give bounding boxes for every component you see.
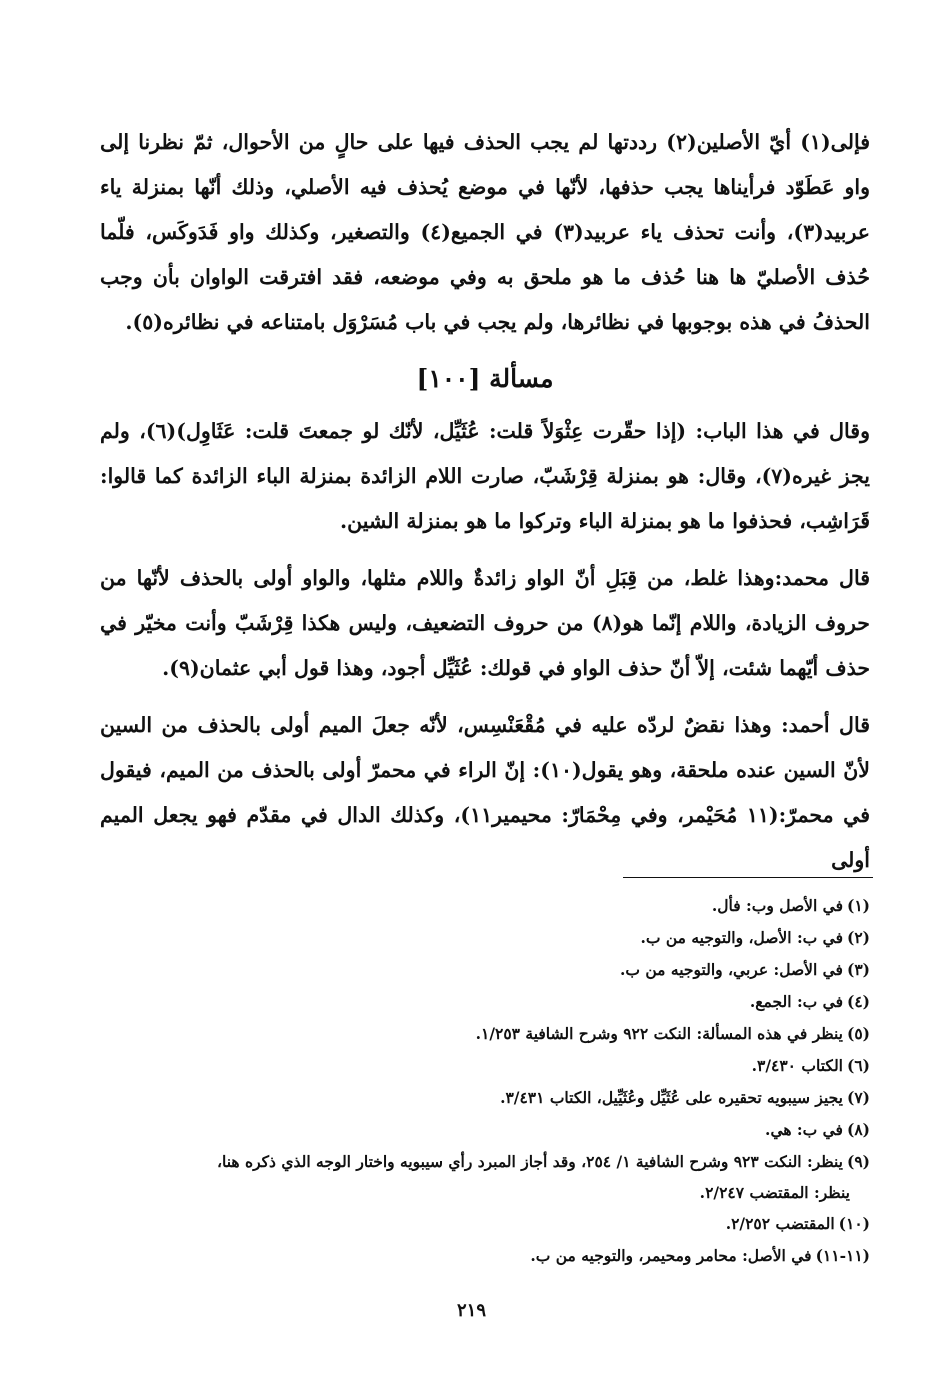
footnote-number: (٨) — [846, 1120, 870, 1139]
footnote-number: (١١-١١) — [815, 1246, 870, 1265]
footnote-number: (١٠) — [838, 1214, 870, 1233]
footnotes — [100, 890, 870, 1272]
footnote — [100, 1146, 870, 1178]
footnote — [100, 1240, 870, 1272]
footnote-separator — [623, 877, 873, 878]
footnote — [100, 922, 870, 954]
footnote — [100, 1050, 870, 1082]
paragraph-4: قال أحمد: وهذا نقضٌ لردّه عليه في مُقْعَنْسِس، لأنّه جعلَ الميم أولى بالحذف من السين لأنّ السين عنده ملحقة، وهو يقول(١٠): إنّ الراء في محمرّ أولى بالحذف من الميم، فيقول في محمرّ:(١١ مُحَيْمر، وفي مِحْمَارّ: محيمير١١)، وكذلك الدال في مقدّم فهو يجعل الميم أولى — [100, 713, 871, 872]
footnote-number: (٦) — [846, 1056, 870, 1075]
footnote-text: في الأصل: عربي، والتوجيه من ب. — [620, 960, 843, 979]
footnote — [100, 1114, 870, 1146]
footnote-number: (٧) — [846, 1088, 870, 1107]
footnote-number: (٣) — [846, 960, 870, 979]
paragraph-1: فإلى(١) أيّ الأصلين(٢) رددتها لم يجب الحذف فيها على حالٍ من الأحوال، ثمّ نظرنا إلى واو عَطَوّد فرأيناها يجب حذفها، لأنّها في موضع يُحذف فيه الأصلي، وذلك أنّها بمنزلة ياء عربيد(٣)، وأنت تحذف ياء عربيد(٣) في الجميع(٤) والتصغير، وكذلك واو فَدَوكَس، فلّما حُذف الأصليّ ها هنا حُذف ما هو ملحق به وفي موضعه، فقد افترقت الواوان بأن وجب الحذفُ في هذه بوجوبها في نظائرها، ولم يجب في باب مُسَرْوَل بامتناعه في نظائره(٥). — [100, 130, 871, 334]
footnote-continuation: ينظر: المقتضب ٢/٢٤٧. — [699, 1183, 850, 1202]
footnote-number: (٤) — [846, 992, 870, 1011]
footnote-number: (٢) — [846, 928, 870, 947]
footnote — [100, 1208, 870, 1240]
footnote-number: (٩) — [846, 1152, 870, 1171]
footnote — [100, 890, 870, 922]
paragraph-3: قال محمد:وهذا غلط، من قِبَلِ أنّ الواو زائدةٌ واللام مثلها، والواو أولى بالحذف لأنّها من حروف الزيادة، واللام إنّما هو(٨) من حروف التضعيف، وليس هكذا قِرْشَبّ وأنت مخيّر في حذف أيّهما شئت، إلاّ أنّ حذف الواو في قولك: عُثَيِّل أجود، وهذا قول أبي عثمان(٩). — [100, 566, 870, 680]
footnote — [100, 1082, 870, 1114]
footnote-text: في الأصل: محامر ومحيمر، والتوجيه من ب. — [530, 1246, 812, 1265]
footnote-text: المقتضب ٢/٢٥٢. — [725, 1214, 835, 1233]
footnote-text: في ب: هي. — [765, 1120, 843, 1139]
footnote-text: في الأصل وب: فأل. — [711, 896, 843, 915]
page-number: ٢١٩ — [456, 1300, 486, 1321]
paragraph-2: وقال في هذا الباب: (إذا حقّرت عِثْوَلاً قلت: عُثَيِّل، لأنّك لو جمعتَ قلت: عَثَاوِل)(٦)، ولم يجز غيره(٧)، وقال: هو بمنزلة قِرْشَبّ، صارت اللام الزائدة بمنزلة الباء الزائدة كما قالوا: قَرَاشِب، فحذفوا ما هو بمنزلة الباء وتركوا ما هو بمنزلة الشين. — [100, 419, 870, 533]
footnote — [100, 986, 870, 1018]
footnote-number: (٥) — [846, 1024, 870, 1043]
footnote-number: (١) — [846, 896, 870, 915]
footnote-text: ينظر في هذه المسألة: النكت ٩٢٢ وشرح الشافية ١/٢٥٣. — [475, 1024, 843, 1043]
footnote-text: يجيز سيبويه تحقيره على عُثَيِّل وعُثَيِّيل، الكتاب ٣/٤٣١. — [500, 1088, 843, 1107]
footnote-text: في ب: الجمع. — [749, 992, 843, 1011]
section-heading: مسألة [١٠٠] — [416, 364, 554, 393]
footnote — [100, 1018, 870, 1050]
main-text — [100, 120, 870, 883]
footnote-text: ينظر: النكت ٩٢٣ وشرح الشافية ١/ ٢٥٤، وقد أجاز المبرد رأي سيبويه واختار الوجه الذي ذكره هنا، — [217, 1152, 843, 1171]
footnote — [100, 954, 870, 986]
footnote-text: الكتاب ٣/٤٣٠. — [751, 1056, 843, 1075]
footnote-text: في ب: الأصل، والتوجيه من ب. — [640, 928, 843, 947]
